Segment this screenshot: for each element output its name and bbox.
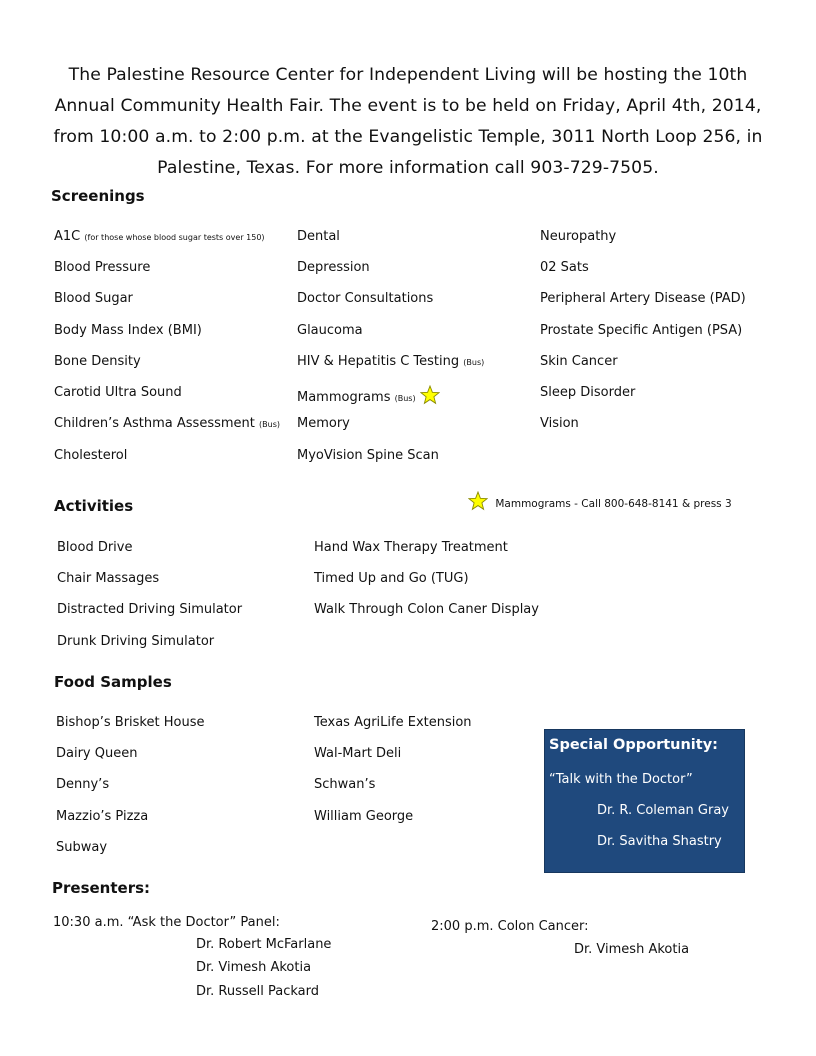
screening-item: Dental	[297, 229, 340, 244]
food-item: Subway	[56, 840, 108, 855]
activities-heading: Activities	[54, 497, 134, 515]
special-opportunity-box	[544, 729, 745, 873]
screening-note: (Bus)	[259, 420, 280, 429]
panel-doctor: Dr. Vimesh Akotia	[196, 960, 312, 975]
star-icon	[420, 385, 440, 405]
activity-item: Blood Drive	[57, 540, 133, 555]
food-item: Mazzio’s Pizza	[56, 809, 149, 824]
screening-item: A1C (for those whose blood sugar tests over 150)	[54, 229, 265, 244]
screening-note: (Bus)	[394, 394, 416, 403]
screening-item: Mammograms (Bus)	[297, 385, 440, 405]
screenings-heading: Screenings	[51, 187, 145, 205]
activity-item: Distracted Driving Simulator	[57, 602, 243, 617]
food-item: Wal-Mart Deli	[314, 746, 402, 761]
food-samples-heading: Food Samples	[54, 673, 172, 691]
panel-doctor: Dr. Robert McFarlane	[196, 937, 332, 952]
screening-item: Vision	[540, 416, 579, 431]
food-item: William George	[314, 809, 414, 824]
star-icon	[468, 491, 488, 511]
screening-item: Body Mass Index (BMI)	[54, 323, 202, 338]
activity-item: Chair Massages	[57, 571, 160, 586]
screening-item: Blood Pressure	[54, 260, 151, 275]
activity-item: Hand Wax Therapy Treatment	[314, 540, 508, 555]
special-doctor: Dr. Savitha Shastry	[597, 834, 722, 849]
screening-item: Bone Density	[54, 354, 141, 369]
screening-item: HIV & Hepatitis C Testing (Bus)	[297, 354, 485, 369]
presenters-heading: Presenters:	[52, 879, 151, 897]
colon-cancer-title: 2:00 p.m. Colon Cancer:	[431, 919, 589, 934]
screening-item: Peripheral Artery Disease (PAD)	[540, 291, 746, 306]
activity-item: Drunk Driving Simulator	[57, 634, 215, 649]
screening-item: Carotid Ultra Sound	[54, 385, 182, 400]
mammogram-callout	[468, 491, 732, 511]
activity-item: Timed Up and Go (TUG)	[314, 571, 469, 586]
screening-note: (Bus)	[463, 358, 485, 367]
colon-cancer-doctor: Dr. Vimesh Akotia	[574, 942, 690, 957]
screening-item: Memory	[297, 416, 350, 431]
special-opportunity-title: Special Opportunity:	[549, 737, 718, 753]
food-item: Texas AgriLife Extension	[314, 715, 472, 730]
screening-item: Sleep Disorder	[540, 385, 636, 400]
food-item: Dairy Queen	[56, 746, 138, 761]
special-doctor: Dr. R. Coleman Gray	[597, 803, 729, 818]
screening-item: 02 Sats	[540, 260, 589, 275]
screening-item: Glaucoma	[297, 323, 363, 338]
special-opportunity-subtitle: “Talk with the Doctor”	[549, 772, 693, 787]
screening-item: Depression	[297, 260, 370, 275]
screening-item: Children’s Asthma Assessment (Bus)	[54, 416, 280, 431]
panel-doctor: Dr. Russell Packard	[196, 984, 320, 999]
screening-item: Cholesterol	[54, 448, 128, 463]
food-item: Bishop’s Brisket House	[56, 715, 205, 730]
food-item: Denny’s	[56, 777, 110, 792]
screening-item: Doctor Consultations	[297, 291, 434, 306]
intro-paragraph: The Palestine Resource Center for Independent Living will be hosting the 10th Annual Community Health Fair. The event is to be held on Friday, April 4th, 2014, from 10:00 a.m. to 2:00 p.m. at the Evangelistic Temple, 3011 North Loop 256, in Palestine, Texas. For more information call 903-729-7505.	[53, 65, 763, 178]
activity-item: Walk Through Colon Caner Display	[314, 602, 539, 617]
screening-note: (for those whose blood sugar tests over 150)	[84, 233, 265, 242]
screening-item: Neuropathy	[540, 229, 617, 244]
screening-item: Skin Cancer	[540, 354, 618, 369]
mammogram-note: Mammograms - Call 800-648-8141 & press 3	[495, 498, 732, 510]
food-item: Schwan’s	[314, 777, 376, 792]
screening-item: Prostate Specific Antigen (PSA)	[540, 323, 743, 338]
screening-item: Blood Sugar	[54, 291, 133, 306]
panel-title: 10:30 a.m. “Ask the Doctor” Panel:	[53, 915, 280, 930]
screening-item: MyoVision Spine Scan	[297, 448, 439, 463]
